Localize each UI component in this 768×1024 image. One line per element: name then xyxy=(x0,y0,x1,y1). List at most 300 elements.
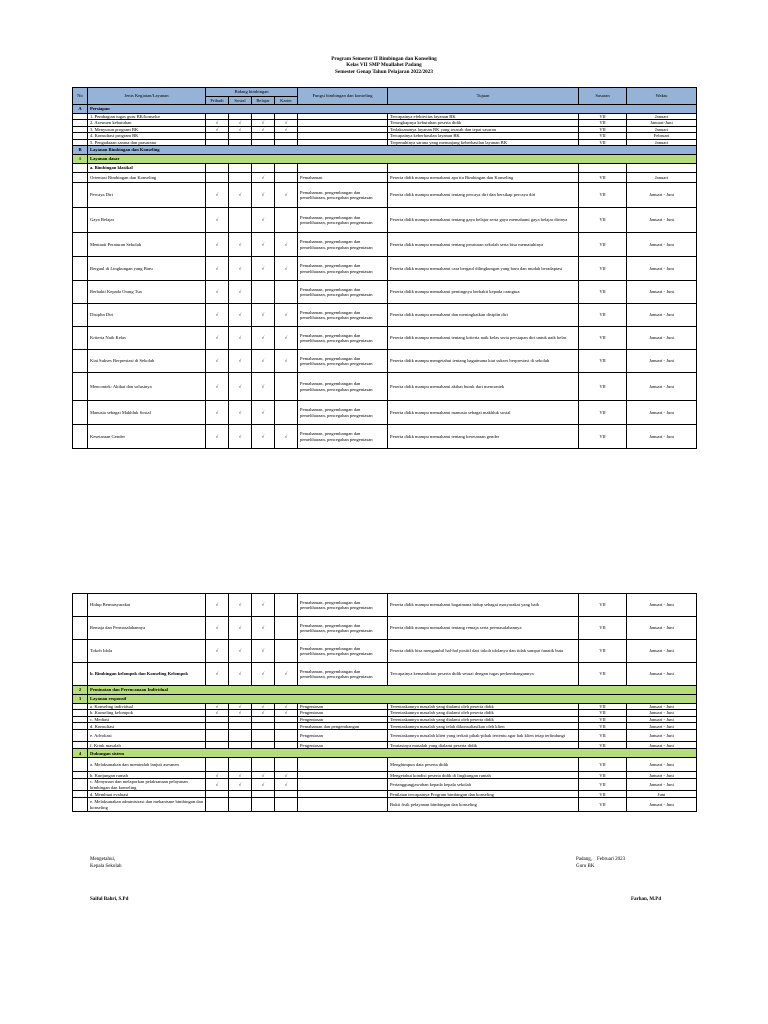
goal-cell: Terentaskannya masalah yang dialami oleh peserta didik xyxy=(388,716,579,722)
row-number xyxy=(73,730,88,742)
check-pribadi xyxy=(206,742,229,749)
header-pribadi: Pribadi xyxy=(206,97,229,105)
check-pribadi: √ xyxy=(206,617,229,640)
table-row xyxy=(73,327,697,350)
check-karier: √ xyxy=(275,126,298,132)
goal-cell: Peserta didik mampu memahami manusia sebagai makhluk sosial xyxy=(388,401,579,425)
goal-cell: Teratasinya masalah yang dialami peserta didik xyxy=(388,742,579,749)
check-pribadi: √ xyxy=(206,594,229,617)
check-sosial: √ xyxy=(229,126,252,132)
check-belajar: √ xyxy=(252,183,275,208)
function-cell: Pemahaman, pengembangan dan pemeliharaan, pencegahan pengentasan xyxy=(298,233,388,257)
time-cell: Januari - Juni xyxy=(627,663,697,686)
check-karier xyxy=(275,640,298,663)
goal-cell: Tercapainya kemandirian peserta didik sesuai dengan tugas perkembangannya xyxy=(388,663,579,686)
row-number xyxy=(73,617,88,640)
target-cell: VII xyxy=(579,730,627,742)
check-belajar: √ xyxy=(252,704,275,710)
time-cell: Januari - Juni xyxy=(627,304,697,327)
table-row xyxy=(73,791,697,798)
activity-name: Remaja dan Permasalahannya xyxy=(88,617,206,640)
check-belajar: √ xyxy=(252,120,275,126)
section-number: 3 xyxy=(73,695,88,704)
time-cell: Januari - Juni xyxy=(627,772,697,779)
activity-name: 4. Konsultasi program BK xyxy=(88,133,206,139)
time-cell: Januari xyxy=(627,139,697,145)
check-sosial xyxy=(229,723,252,730)
goal-cell: Penilaian tercapainya Program bimbingan dan konseling xyxy=(388,791,579,798)
check-belajar: √ xyxy=(252,373,275,401)
section-label: Persiapan xyxy=(88,105,697,114)
section-row xyxy=(73,105,697,114)
activity-name: Hidup Bermasyarakat xyxy=(88,594,206,617)
table-row xyxy=(73,723,697,730)
check-sosial: √ xyxy=(229,710,252,716)
check-karier xyxy=(275,281,298,304)
table-row xyxy=(73,758,697,772)
check-sosial xyxy=(229,730,252,742)
function-cell: Pemahaman, pengembangan dan pemeliharaan, pencegahan pengentasan xyxy=(298,257,388,281)
section-label: Peminatan dan Perencanaan Individual xyxy=(88,686,697,695)
title-line-3: Semester Genap Tahun Pelajaran 2022/2023 xyxy=(335,68,433,75)
table-row xyxy=(73,742,697,749)
goal-cell: Terlaksananya layanan BK yang terarah dan tepat sasaran xyxy=(388,126,579,132)
goal-cell: Peserta didik mampu memahami pentingnya berbakti kepada orangtua xyxy=(388,281,579,304)
activity-name: b. Bimbingan kelompok dan Konseling Kelompok xyxy=(88,663,206,686)
row-number xyxy=(73,791,88,798)
target-cell: VII xyxy=(579,663,627,686)
check-sosial: √ xyxy=(229,281,252,304)
function-cell: Pemahaman, pengembangan dan pemeliharaan, pencegahan pengentasan xyxy=(298,640,388,663)
target-cell: VII xyxy=(579,133,627,139)
check-sosial xyxy=(229,742,252,749)
program-table-page-1 xyxy=(72,87,697,449)
header-karier: Karier xyxy=(275,97,298,105)
time-cell: Januari - Juni xyxy=(627,798,697,812)
activity-name: Percaya Diri xyxy=(88,183,206,208)
check-sosial: √ xyxy=(229,183,252,208)
signature-left-name: Saiful Bahri, S.Pd xyxy=(90,897,129,902)
check-pribadi: √ xyxy=(206,425,229,449)
goal-cell: Peserta didik mampu memahami tentang gaya belajar serta gaya memahami gaya belajar dirinya xyxy=(388,208,579,233)
time-cell: Januari - Juni xyxy=(627,183,697,208)
check-belajar: √ xyxy=(252,257,275,281)
goal-cell xyxy=(388,164,579,173)
target-cell: VII xyxy=(579,304,627,327)
header-belajar: Belajar xyxy=(252,97,275,105)
time-cell: Januari - Juni xyxy=(627,401,697,425)
function-cell: Pemahaman, pengembangan dan pemeliharaan, pencegahan pengentasan xyxy=(298,350,388,373)
check-pribadi xyxy=(206,173,229,183)
table-row xyxy=(73,401,697,425)
header-sasaran: Sasaran xyxy=(579,88,627,105)
title-line-2: Kelas VII SMP Muallahet Padang xyxy=(346,62,422,69)
section-number: A xyxy=(73,105,88,114)
target-cell: VII xyxy=(579,257,627,281)
time-cell: Juni xyxy=(627,791,697,798)
program-table-page-2 xyxy=(72,593,697,812)
check-belajar xyxy=(252,723,275,730)
check-belajar: √ xyxy=(252,327,275,350)
check-karier xyxy=(275,164,298,173)
check-sosial xyxy=(229,798,252,812)
row-number xyxy=(73,798,88,812)
table-row xyxy=(73,373,697,401)
check-karier xyxy=(275,373,298,401)
goal-cell: Menghimpun data peserta didik xyxy=(388,758,579,772)
check-belajar: √ xyxy=(252,173,275,183)
function-cell: Pemahaman dan pengembangan xyxy=(298,723,388,730)
check-karier xyxy=(275,758,298,772)
function-cell: Pengentasan xyxy=(298,730,388,742)
check-belajar: √ xyxy=(252,350,275,373)
signature-right-name: Farhan, M.Pd xyxy=(631,897,662,902)
section-number: B xyxy=(73,146,88,155)
function-cell: Pemahaman, pengembangan dan pemeliharaan, pencegahan pengentasan xyxy=(298,208,388,233)
check-belajar xyxy=(252,742,275,749)
target-cell: VII xyxy=(579,791,627,798)
subsection-row xyxy=(73,749,697,758)
target-cell: VII xyxy=(579,798,627,812)
check-sosial: √ xyxy=(229,663,252,686)
check-sosial xyxy=(229,173,252,183)
activity-name: f. Kriuk masalah xyxy=(88,742,206,749)
check-pribadi: √ xyxy=(206,120,229,126)
row-number xyxy=(73,183,88,208)
check-karier: √ xyxy=(275,350,298,373)
row-number xyxy=(73,164,88,173)
check-sosial: √ xyxy=(229,617,252,640)
activity-name: Manusia sebagai Makhluk Sosial xyxy=(88,401,206,425)
check-pribadi: √ xyxy=(206,233,229,257)
table-row xyxy=(73,164,697,173)
target-cell: VII xyxy=(579,716,627,722)
check-pribadi: √ xyxy=(206,779,229,791)
target-cell xyxy=(579,164,627,173)
check-pribadi: √ xyxy=(206,126,229,132)
row-number xyxy=(73,401,88,425)
function-cell: Pemahaman, pengembangan dan pemeliharaan, pencegahan pengentasan xyxy=(298,304,388,327)
check-belajar xyxy=(252,798,275,812)
target-cell: VII xyxy=(579,126,627,132)
subsection-row xyxy=(73,155,697,164)
check-karier: √ xyxy=(275,233,298,257)
target-cell: VII xyxy=(579,723,627,730)
row-number xyxy=(73,772,88,779)
check-belajar xyxy=(252,758,275,772)
section-label: Layanan Bimbingan dan Konseling xyxy=(88,146,697,155)
check-pribadi: √ xyxy=(206,640,229,663)
program-table-page-1-body xyxy=(73,88,697,449)
header-sosial: Sosial xyxy=(229,97,252,105)
check-pribadi xyxy=(206,758,229,772)
goal-cell: Peserta didik mampu memahami tentang remaja serta permasalahannya xyxy=(388,617,579,640)
check-pribadi xyxy=(206,730,229,742)
time-cell: Januari - Juni xyxy=(627,425,697,449)
activity-name: 1. Pembagian tugas guru BK/konselor xyxy=(88,114,206,120)
check-sosial: √ xyxy=(229,373,252,401)
table-row xyxy=(73,779,697,791)
function-cell: Pengentasan xyxy=(298,742,388,749)
check-belajar: √ xyxy=(252,208,275,233)
goal-cell: Terentaskannya masalah yang dialami oleh peserta didik xyxy=(388,704,579,710)
check-karier: √ xyxy=(275,710,298,716)
activity-name: b. Kunjungan rumah xyxy=(88,772,206,779)
check-pribadi: √ xyxy=(206,401,229,425)
activity-name: Orientasi Bimbingan dan Konseling xyxy=(88,173,206,183)
section-number: 1 xyxy=(73,155,88,164)
time-cell: Januari - Juni xyxy=(627,742,697,749)
goal-cell: Mengetahui kondisi peserta didik di lingkungan rumah xyxy=(388,772,579,779)
target-cell: VII xyxy=(579,139,627,145)
goal-cell: Peserta didik mampu memahami tentang kesetaraan gender xyxy=(388,425,579,449)
program-table-page-2-body xyxy=(73,594,697,812)
check-sosial: √ xyxy=(229,304,252,327)
target-cell: VII xyxy=(579,704,627,710)
time-cell: Januari xyxy=(627,126,697,132)
target-cell: VII xyxy=(579,173,627,183)
check-karier xyxy=(275,798,298,812)
check-belajar: √ xyxy=(252,617,275,640)
check-pribadi xyxy=(206,798,229,812)
goal-cell: Peserta didik mampu memahami apa itu Bimbingan dan Konseling xyxy=(388,173,579,183)
activity-name: Gaya Belajar xyxy=(88,208,206,233)
row-number xyxy=(73,373,88,401)
row-number xyxy=(73,723,88,730)
check-pribadi: √ xyxy=(206,704,229,710)
target-cell: VII xyxy=(579,742,627,749)
activity-name: Mentaati Peraturan Sekolah xyxy=(88,233,206,257)
check-sosial xyxy=(229,164,252,173)
row-number xyxy=(73,779,88,791)
table-row xyxy=(73,257,697,281)
function-cell: Pengentasan xyxy=(298,716,388,722)
section-number: 4 xyxy=(73,749,88,758)
check-belajar xyxy=(252,730,275,742)
time-cell: Januari - Juni xyxy=(627,716,697,722)
check-belajar xyxy=(252,281,275,304)
row-number xyxy=(73,173,88,183)
target-cell: VII xyxy=(579,779,627,791)
check-belajar: √ xyxy=(252,710,275,716)
table-row xyxy=(73,663,697,686)
activity-name: b. Konseling kelompok xyxy=(88,710,206,716)
row-number xyxy=(73,304,88,327)
check-belajar: √ xyxy=(252,401,275,425)
function-cell xyxy=(298,791,388,798)
section-label: Layanan responsif xyxy=(88,695,697,704)
check-karier: √ xyxy=(275,120,298,126)
check-belajar xyxy=(252,164,275,173)
activity-name: d. Membuat evaluasi xyxy=(88,791,206,798)
activity-name: c. Menyusun dan melaporkan pelaksanaan pelayanan bimbingan dan konseling xyxy=(88,779,206,791)
time-cell: Januari - Juni xyxy=(627,373,697,401)
row-number xyxy=(73,758,88,772)
check-pribadi xyxy=(206,723,229,730)
check-sosial: √ xyxy=(229,772,252,779)
table-row xyxy=(73,425,697,449)
check-pribadi: √ xyxy=(206,183,229,208)
signature-left xyxy=(90,856,122,870)
table-row xyxy=(73,281,697,304)
check-belajar: √ xyxy=(252,126,275,132)
target-cell: VII xyxy=(579,594,627,617)
target-cell: VII xyxy=(579,373,627,401)
section-label: Layanan dasar xyxy=(88,155,697,164)
activity-name: e. Advokasi xyxy=(88,730,206,742)
check-karier: √ xyxy=(275,704,298,710)
target-cell: VII xyxy=(579,327,627,350)
time-cell: Januari - Juni xyxy=(627,257,697,281)
function-cell: Pemahaman, pengembangan dan pemeliharaan, pencegahan pengentasan xyxy=(298,617,388,640)
time-cell: Januari xyxy=(627,114,697,120)
subsection-row xyxy=(73,686,697,695)
activity-name: a. Konseling individual xyxy=(88,704,206,710)
target-cell: VII xyxy=(579,640,627,663)
time-cell: Januari - Juni xyxy=(627,730,697,742)
time-cell: Januari - Juni xyxy=(627,327,697,350)
signature-left-line-1: Mengetahui, xyxy=(90,857,116,862)
function-cell xyxy=(298,164,388,173)
signature-date: Februari 2023 xyxy=(596,857,626,862)
subsection-row xyxy=(73,695,697,704)
check-belajar: √ xyxy=(252,233,275,257)
check-belajar: √ xyxy=(252,594,275,617)
check-karier: √ xyxy=(275,257,298,281)
check-karier xyxy=(275,208,298,233)
check-sosial xyxy=(229,791,252,798)
table-row xyxy=(73,730,697,742)
table-row xyxy=(73,772,697,779)
check-karier xyxy=(275,594,298,617)
check-karier xyxy=(275,791,298,798)
goal-cell: Peserta didik bisa mengambil hal-hal positif dari tokoh idolanya dan tidak sampai fanatik buta xyxy=(388,640,579,663)
check-karier: √ xyxy=(275,304,298,327)
table-row xyxy=(73,304,697,327)
title-line-1: Program Semester II Bimbingan dan Konseling xyxy=(331,56,437,62)
function-cell: Pemahaman, pengembangan dan pemeliharaan, pencegahan pengentasan xyxy=(298,281,388,304)
function-cell: Pemahaman, pengembangan dan pemeliharaan, pencegahan pengentasan xyxy=(298,401,388,425)
time-cell: Januari xyxy=(627,173,697,183)
check-pribadi: √ xyxy=(206,257,229,281)
table-row xyxy=(73,233,697,257)
header-tujuan: Tujuan xyxy=(388,88,579,105)
goal-cell: Peserta didik mampu memahami akibat buruk dari mencontek xyxy=(388,373,579,401)
check-karier xyxy=(275,723,298,730)
time-cell: Januari-Juni xyxy=(627,120,697,126)
check-karier: √ xyxy=(275,772,298,779)
activity-name: Disiplin Diri xyxy=(88,304,206,327)
check-pribadi xyxy=(206,791,229,798)
check-sosial: √ xyxy=(229,779,252,791)
table-row xyxy=(73,594,697,617)
activity-name: a. Melaksanakan dan memindah lanjuti asesmen xyxy=(88,758,206,772)
signature-place: Padang, xyxy=(576,857,592,862)
row-number xyxy=(73,257,88,281)
goal-cell: Tercapainya keberhasilan layanan BK xyxy=(388,133,579,139)
check-karier xyxy=(275,401,298,425)
signature-right xyxy=(576,856,625,870)
goal-cell: Terentaskannya masalah klien yang terkait pihak-pihak tertentu agar hak klien tetap terlindungi xyxy=(388,730,579,742)
goal-cell: Peserta didik mampu mengetahui tentang bagaimana kiat sukses berprestasi di sekolah xyxy=(388,350,579,373)
check-pribadi xyxy=(206,164,229,173)
function-cell: Pengentasan xyxy=(298,704,388,710)
table-row xyxy=(73,617,697,640)
function-cell: Pemahaman, pengembangan dan pemeliharaan, pencegahan pengentasan xyxy=(298,327,388,350)
row-number xyxy=(73,233,88,257)
check-sosial: √ xyxy=(229,350,252,373)
time-cell: Februari xyxy=(627,133,697,139)
table-row xyxy=(73,798,697,812)
check-karier: √ xyxy=(275,183,298,208)
document-title xyxy=(0,56,768,75)
row-number xyxy=(73,327,88,350)
time-cell: Januari - Juni xyxy=(627,617,697,640)
check-sosial: √ xyxy=(229,425,252,449)
section-row xyxy=(73,146,697,155)
target-cell: VII xyxy=(579,120,627,126)
target-cell: VII xyxy=(579,183,627,208)
activity-name: 5. Pengadaaan sarana dan prasarana xyxy=(88,139,206,145)
target-cell: VII xyxy=(579,617,627,640)
check-sosial: √ xyxy=(229,640,252,663)
activity-name: Kiat Sukses Berprestasi di Sekolah xyxy=(88,350,206,373)
check-belajar: √ xyxy=(252,663,275,686)
check-belajar: √ xyxy=(252,772,275,779)
time-cell: Januari - Juni xyxy=(627,723,697,730)
goal-cell: Peserta didik mampu memahami tentang percaya diri dan bersikap percaya diri xyxy=(388,183,579,208)
check-karier xyxy=(275,173,298,183)
table-row xyxy=(73,173,697,183)
check-sosial: √ xyxy=(229,594,252,617)
target-cell: VII xyxy=(579,114,627,120)
check-belajar: √ xyxy=(252,779,275,791)
check-pribadi: √ xyxy=(206,281,229,304)
check-pribadi: √ xyxy=(206,327,229,350)
table-header-row xyxy=(73,88,697,97)
goal-cell: Terungkapnya kebutuhan peserta didik xyxy=(388,120,579,126)
function-cell: Pemahaman, pengembangan dan pemeliharaan, pencegahan pengentasan xyxy=(298,425,388,449)
activity-name: Kriteria Naik Kelas xyxy=(88,327,206,350)
check-pribadi: √ xyxy=(206,373,229,401)
time-cell: Januari - Juni xyxy=(627,758,697,772)
target-cell: VII xyxy=(579,772,627,779)
check-sosial: √ xyxy=(229,257,252,281)
goal-cell: Terpenuhinya sarana yang menunjang keberhasilan layanan BK xyxy=(388,139,579,145)
row-number xyxy=(73,281,88,304)
target-cell: VII xyxy=(579,758,627,772)
header-no: No xyxy=(73,88,88,105)
table-row xyxy=(73,350,697,373)
check-sosial: √ xyxy=(229,120,252,126)
target-cell: VII xyxy=(579,233,627,257)
activity-name: Kesetaraan Gender xyxy=(88,425,206,449)
target-cell: VII xyxy=(579,401,627,425)
check-sosial: √ xyxy=(229,704,252,710)
row-number xyxy=(73,742,88,749)
check-sosial xyxy=(229,208,252,233)
goal-cell: Bukti fisik pelayanan bimbingan dan konseling xyxy=(388,798,579,812)
target-cell: VII xyxy=(579,281,627,304)
target-cell: VII xyxy=(579,208,627,233)
function-cell xyxy=(298,758,388,772)
goal-cell: Terentaskannya masalah yang telah dikonsultasikan oleh klien xyxy=(388,723,579,730)
header-waktu: Waktu xyxy=(627,88,697,105)
activity-name: 2. Asesmen kebutuhan xyxy=(88,120,206,126)
function-cell xyxy=(298,779,388,791)
goal-cell: Peserta didik mampu memahami dan meningkatkan disiplin diri xyxy=(388,304,579,327)
check-karier xyxy=(275,730,298,742)
